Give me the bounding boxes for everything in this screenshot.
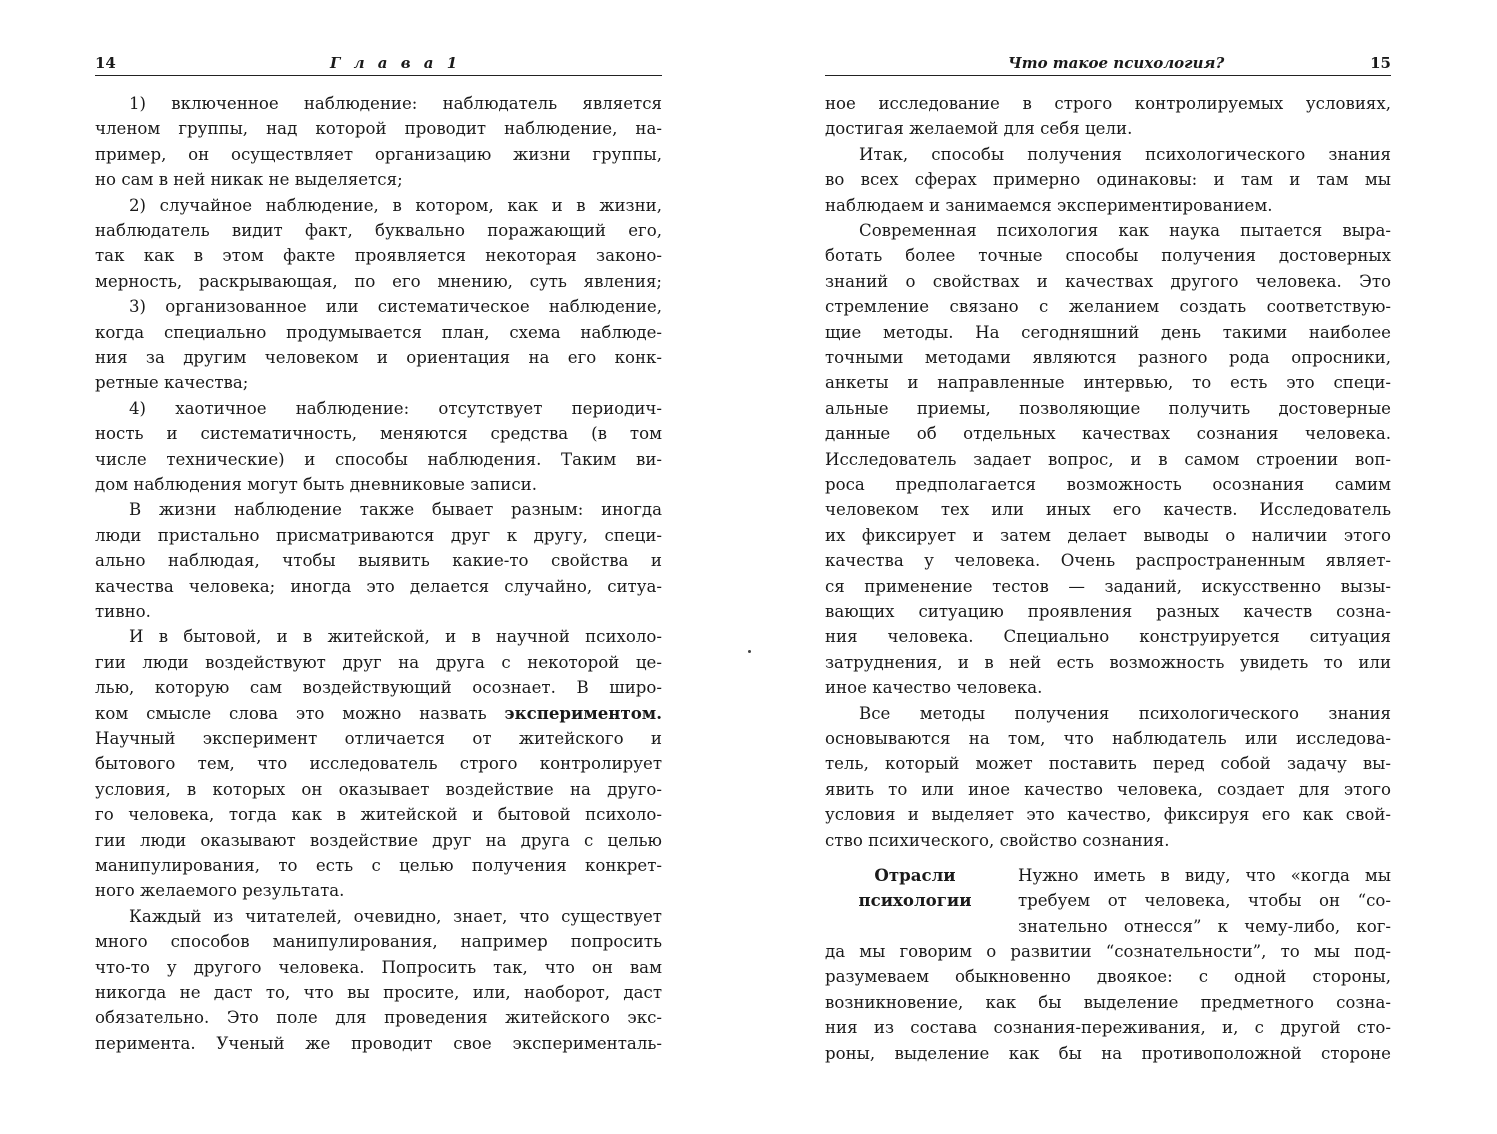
text-line	[95, 472, 662, 497]
text-line	[95, 980, 662, 1005]
text-line	[825, 701, 1391, 726]
line-text: тивно.	[95, 602, 151, 621]
text-line	[95, 370, 662, 395]
text-line	[825, 218, 1391, 243]
line-text: ность и систематичность, меняются средства (в том	[95, 424, 662, 444]
text-line	[95, 91, 662, 116]
line-text: Каждый из читателей, очевидно, знает, что существует	[129, 906, 662, 926]
line-text: их фиксирует и затем делает выводы о наличии этого	[825, 525, 1391, 545]
line-text: достигая желаемой для себя цели.	[825, 119, 1133, 139]
line-text: ботать более точные способы получения достоверных	[825, 246, 1391, 266]
line-text: условия и выделяет это качество, фиксируя его как свой-	[825, 805, 1391, 825]
text-line	[825, 574, 1391, 599]
line-text: роны, выделение как бы на противоположной стороне	[825, 1043, 1391, 1063]
text-line	[95, 1031, 662, 1056]
line-text: роса предполагается возможность осознания самим	[825, 475, 1391, 494]
line-text: го человека, тогда как в житейской и бытовой психоло-	[95, 805, 662, 825]
line-text: во всех сферах примерно одинаковы: и там и там мы	[825, 170, 1391, 190]
line-text: анкеты и направленные интервью, то есть это специ-	[825, 373, 1391, 393]
text-line	[1018, 863, 1391, 888]
line-text: точными методами являются разного рода опросники,	[825, 348, 1391, 367]
line-text: люди пристально присматриваются друг к другу, специ-	[95, 525, 662, 545]
text-line	[95, 1005, 662, 1030]
text-line	[95, 955, 662, 980]
text-line	[825, 396, 1391, 421]
line-text: наблюдаем и занимаемся экспериментированием.	[825, 195, 1273, 215]
line-text: основываются на том, что наблюдатель или исследова-	[825, 729, 1391, 748]
text-line	[825, 523, 1391, 548]
left-page	[95, 0, 662, 1134]
text-line	[95, 802, 662, 827]
text-line	[95, 345, 662, 370]
text-line	[95, 701, 662, 726]
text-line	[95, 650, 662, 675]
line-text: Современная психология как наука пытается выра-	[859, 221, 1391, 240]
line-text: обязательно. Это поле для проведения житейского экс-	[95, 1008, 662, 1028]
text-line	[95, 497, 662, 522]
text-line	[95, 294, 662, 319]
line-text: явить то или иное качество человека, создает для этого	[825, 779, 1391, 799]
line-text: Научный эксперимент отличается от житейского и	[95, 729, 662, 748]
line-text: что-то у другого человека. Попросить так, что он вам	[95, 957, 662, 977]
text-line	[825, 964, 1391, 989]
bold-term: экспериментом.	[504, 702, 662, 723]
text-line	[95, 142, 662, 167]
text-line	[1018, 888, 1391, 913]
text-line	[825, 751, 1391, 776]
page-number: 15	[1370, 54, 1391, 72]
line-text: возникновение, как бы выделение предметного созна-	[825, 992, 1391, 1012]
text-line	[825, 802, 1391, 827]
line-text: человеком тех или иных его качеств. Исследователь	[825, 500, 1391, 520]
line-text: тель, который может поставить перед собой задачу вы-	[825, 754, 1391, 774]
line-text: ство психического, свойство сознания.	[825, 830, 1170, 850]
line-text: качества человека; иногда это делается случайно, ситуа-	[95, 576, 662, 596]
line-text: 2) случайное наблюдение, в котором, как и в жизни,	[129, 195, 662, 215]
line-text: затруднения, и в ней есть возможность увидеть то или	[825, 652, 1391, 672]
text-line	[825, 497, 1391, 522]
line-text: бытового тем, что исследователь строго контролирует	[95, 754, 662, 774]
line-text: данные об отдельных качествах сознания человека.	[825, 424, 1391, 444]
text-line	[825, 472, 1391, 497]
text-line	[825, 599, 1391, 624]
text-line	[95, 523, 662, 548]
text-line	[95, 396, 662, 421]
line-text: ного желаемого результата.	[95, 881, 345, 901]
text-line	[95, 929, 662, 954]
text-line	[95, 320, 662, 345]
text-line	[825, 91, 1391, 116]
page-number: 14	[95, 54, 116, 72]
line-text: ся применение тестов — заданий, искусственно вызы-	[825, 576, 1391, 596]
line-text: ное исследование в строго контролируемых условиях,	[825, 94, 1391, 113]
line-text: когда специально продумывается план, схема наблюде-	[95, 322, 662, 342]
line-text: альные приемы, позволяющие получить достоверные	[825, 398, 1391, 418]
line-text: никогда не даст то, что вы просите, или, наоборот, даст	[95, 983, 662, 1002]
line-text: В жизни наблюдение также бывает разным: иногда	[129, 500, 662, 520]
text-line	[825, 421, 1391, 446]
text-line	[825, 447, 1391, 472]
text-line	[825, 777, 1391, 802]
line-text: дом наблюдения могут быть дневниковые записи.	[95, 475, 537, 494]
section-heading-line: психологии	[858, 890, 972, 910]
line-text: вающих ситуацию проявления разных качеств созна-	[825, 602, 1391, 621]
line-text: стремление связано с желанием создать соответствую-	[825, 297, 1391, 317]
line-text: И в бытовой, и в житейской, и в научной психоло-	[129, 627, 662, 647]
text-line	[825, 243, 1391, 268]
text-line	[825, 294, 1391, 319]
text-line	[95, 828, 662, 853]
line-text: наблюдатель видит факт, буквально поражающий его,	[95, 221, 662, 240]
line-text: ния из состава сознания-переживания, и, с другой сто-	[825, 1018, 1391, 1038]
scan-speck	[748, 650, 751, 653]
line-text: мерность, раскрывающая, по его мнению, суть явления;	[95, 271, 662, 291]
text-line	[95, 116, 662, 141]
line-text: 4) хаотичное наблюдение: отсутствует периодич-	[129, 398, 662, 418]
text-line	[95, 853, 662, 878]
text-line	[825, 675, 1391, 700]
text-line	[825, 548, 1391, 573]
line-text: перимента. Ученый же проводит свое эксперименталь-	[95, 1033, 662, 1053]
text-line	[825, 624, 1391, 649]
line-text: разумеваем обыкновенно двоякое: с одной стороны,	[825, 967, 1391, 987]
section-heading-line: Отрасли	[874, 865, 956, 885]
line-text: 3) организованное или систематическое наблюдение,	[129, 297, 662, 317]
text-line	[95, 624, 662, 649]
text-line	[95, 218, 662, 243]
text-line	[95, 599, 662, 624]
text-line	[95, 675, 662, 700]
line-text: ком смысле слова это можно назвать	[95, 703, 505, 723]
text-line	[825, 650, 1391, 675]
line-text: ально наблюдая, чтобы выявить какие-то свойства и	[95, 551, 662, 571]
line-text: членом группы, над которой проводит наблюдение, на-	[95, 119, 662, 139]
text-line	[825, 193, 1391, 218]
text-line	[825, 142, 1391, 167]
text-line	[825, 1041, 1391, 1066]
text-line	[825, 320, 1391, 345]
line-text: щие методы. На сегодняшний день такими наиболее	[825, 322, 1391, 342]
text-line	[95, 726, 662, 751]
line-text: знаний о свойствах и качествах другого человека. Это	[825, 271, 1391, 291]
line-text: ния человека. Специально конструируется ситуация	[825, 627, 1391, 647]
text-line	[95, 447, 662, 472]
text-line	[825, 828, 1391, 853]
text-line	[825, 939, 1391, 964]
line-text: знательно отнесся” к чему-либо, ког-	[1018, 916, 1391, 936]
text-line	[825, 269, 1391, 294]
right-page	[825, 0, 1391, 1134]
text-line	[825, 345, 1391, 370]
line-text: иное качество человека.	[825, 678, 1043, 698]
text-line	[95, 878, 662, 903]
line-text: гии люди оказывают воздействие друг на друга с целью	[95, 830, 662, 850]
line-text: гии люди воздействуют друг на друга с некоторой це-	[95, 652, 662, 672]
text-line	[95, 243, 662, 268]
text-line	[95, 751, 662, 776]
text-line	[95, 269, 662, 294]
header-rule	[95, 75, 662, 76]
text-line	[825, 726, 1391, 751]
text-line	[825, 990, 1391, 1015]
line-text: Нужно иметь в виду, что «когда мы	[1018, 866, 1391, 885]
text-line	[95, 574, 662, 599]
text-line	[95, 548, 662, 573]
text-line	[825, 370, 1391, 395]
text-line	[95, 167, 662, 192]
line-text: Итак, способы получения психологического знания	[859, 144, 1391, 164]
line-text: качества у человека. Очень распространенным являет-	[825, 551, 1391, 571]
text-line	[95, 193, 662, 218]
line-text: Все методы получения психологического знания	[859, 703, 1391, 723]
line-text: но сам в ней никак не выделяется;	[95, 170, 403, 190]
line-text: да мы говорим о развитии “сознательности”, то мы под-	[825, 942, 1391, 961]
running-head: Что такое психология?	[1008, 54, 1225, 72]
line-text: пример, он осуществляет организацию жизни группы,	[95, 144, 662, 164]
text-line	[95, 421, 662, 446]
text-line	[825, 167, 1391, 192]
line-text: 1) включенное наблюдение: наблюдатель является	[129, 94, 662, 113]
header-rule	[825, 75, 1391, 76]
line-text: ния за другим человеком и ориентация на его конк-	[95, 348, 662, 367]
line-text: ретные качества;	[95, 373, 249, 393]
line-text: много способов манипулирования, например попросить	[95, 932, 662, 952]
line-text: Исследователь задает вопрос, и в самом строении воп-	[825, 449, 1391, 469]
text-line	[95, 777, 662, 802]
text-line	[1018, 914, 1391, 939]
text-line	[95, 904, 662, 929]
line-text: требуем от человека, чтобы он “со-	[1018, 891, 1391, 911]
line-text: числе технические) и способы наблюдения. Таким ви-	[95, 449, 662, 469]
line-text: условия, в которых он оказывает воздействие на друго-	[95, 779, 662, 799]
text-line	[825, 1015, 1391, 1040]
line-text: так как в этом факте проявляется некоторая законо-	[95, 246, 662, 266]
line-text: лью, которую сам воздействующий осознает. В широ-	[95, 678, 662, 698]
line-text: манипулирования, то есть с целью получения конкрет-	[95, 856, 662, 875]
running-head: Г л а в а 1	[330, 54, 462, 72]
text-line	[825, 116, 1391, 141]
